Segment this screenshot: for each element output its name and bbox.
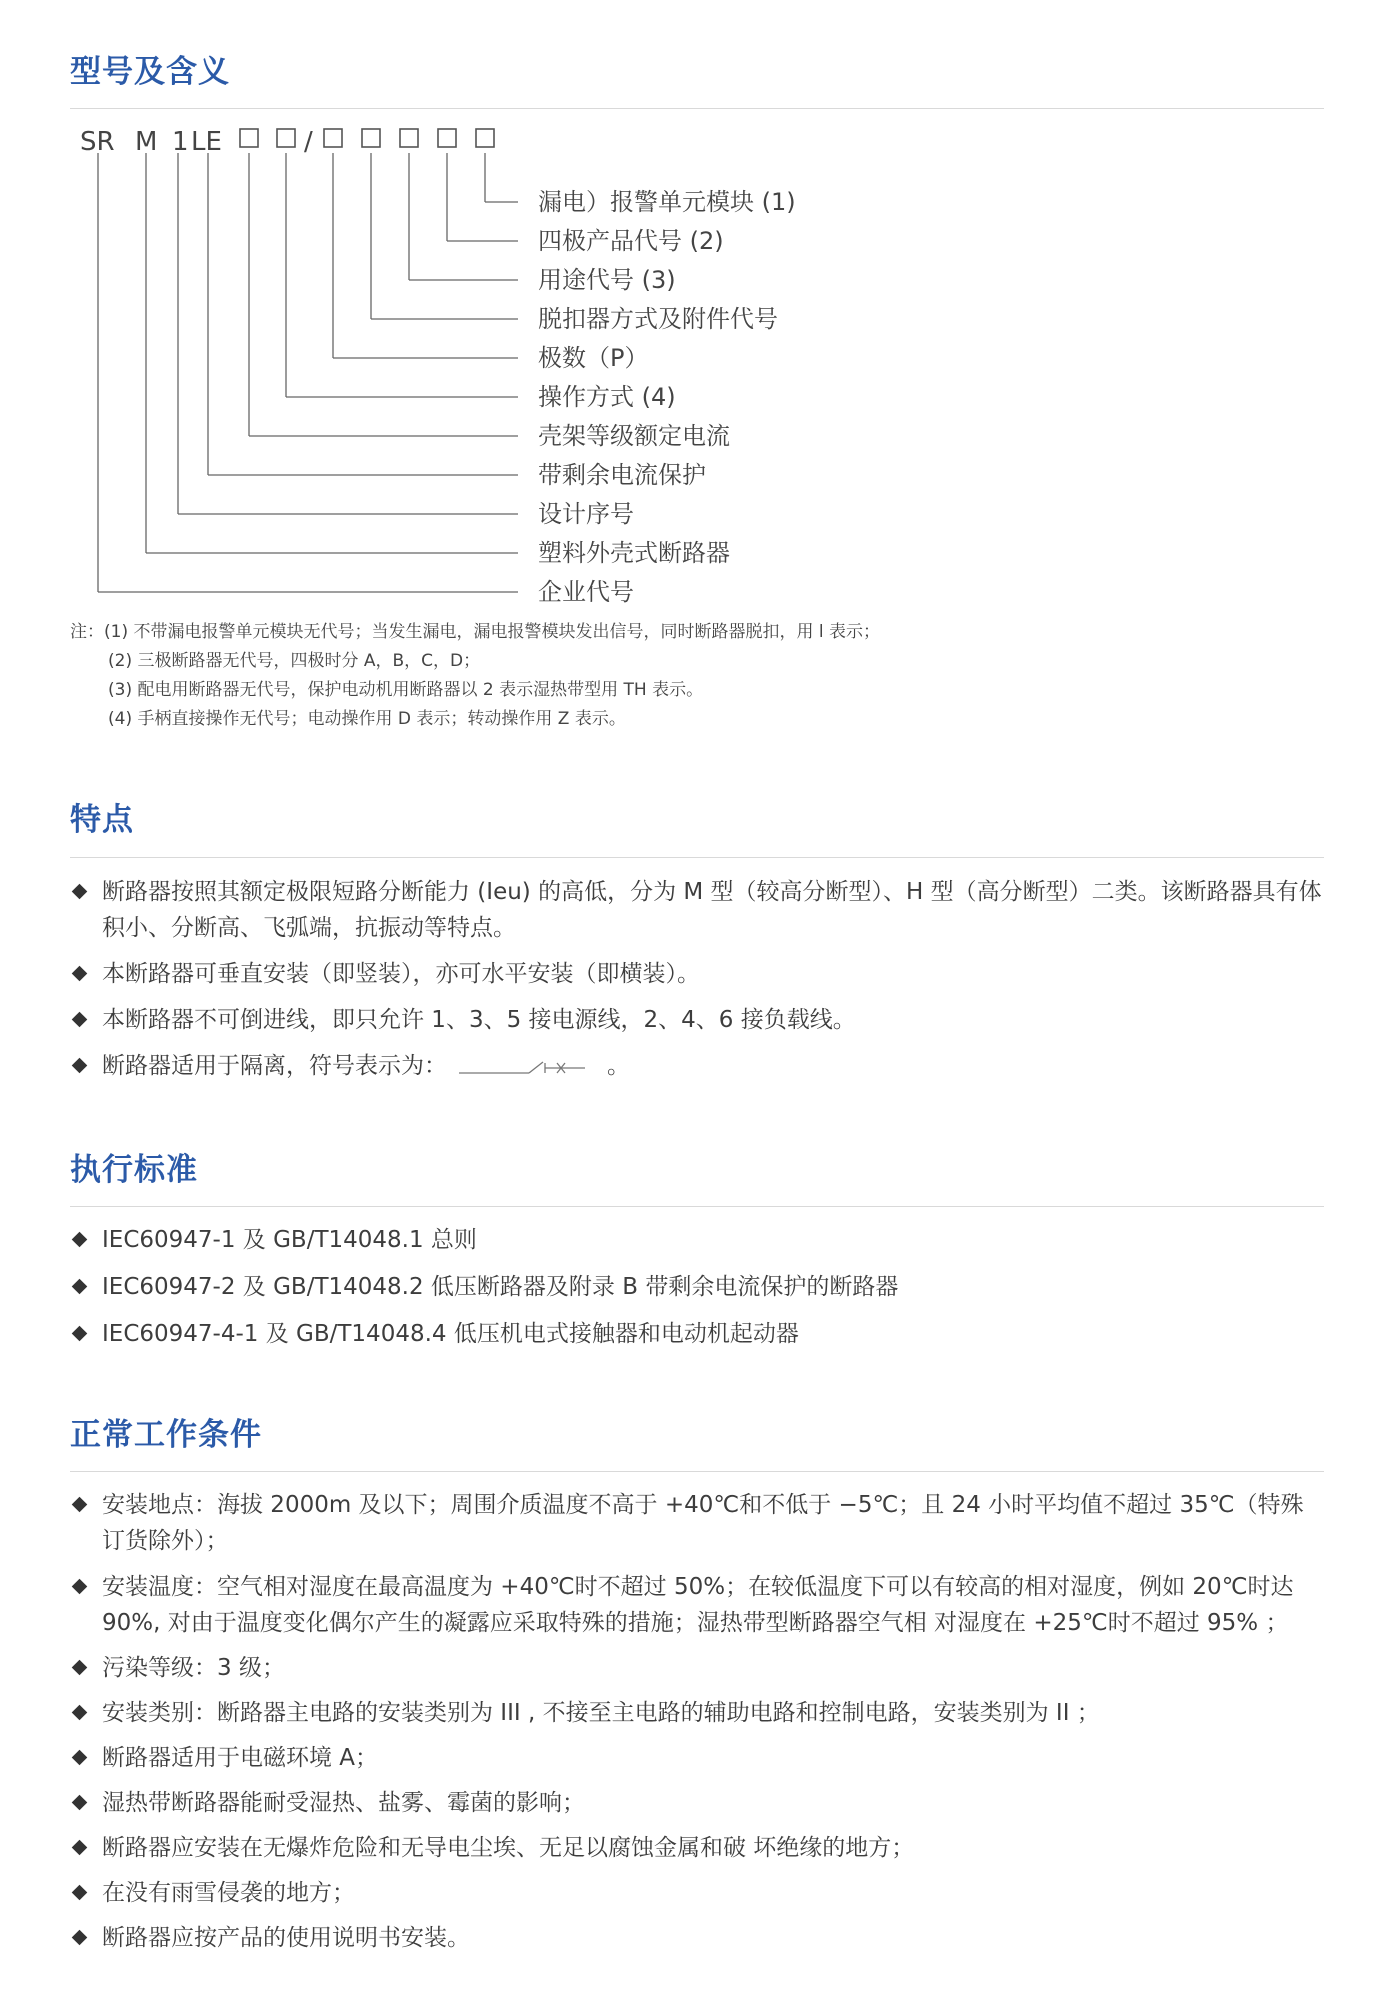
condition-item: 安装类别：断路器主电路的安装类别为 III , 不接至主电路的辅助电路和控制电路，安装类别为 II ； — [70, 1695, 1326, 1731]
standard-item: IEC60947-4-1 及 GB/T14048.4 低压机电式接触器和电动机起动器 — [70, 1316, 1326, 1352]
section-title-features: 特点 — [70, 802, 134, 838]
model-code-diagram — [0, 0, 1386, 615]
model-code-label: 脱扣器方式及附件代号 — [538, 305, 778, 333]
code-box-4 — [362, 129, 380, 147]
condition-item: 断路器适用于电磁环境 A； — [70, 1740, 1326, 1776]
feature-item: 本断路器可垂直安装（即竖装），亦可水平安装（即横装）。 — [70, 956, 1326, 992]
condition-item: 在没有雨雪侵袭的地方； — [70, 1875, 1326, 1911]
code-box-3 — [324, 129, 342, 147]
section-title-standards: 执行标准 — [70, 1152, 198, 1188]
code-series: M — [135, 127, 158, 157]
condition-item: 断路器应按产品的使用说明书安装。 — [70, 1920, 1326, 1956]
section-rule-conditions — [70, 1471, 1324, 1472]
leader-lines — [98, 153, 796, 606]
features-list — [70, 874, 1326, 1084]
feature-symbol-end: 。 — [607, 1053, 630, 1079]
model-code-label: 极数（P） — [538, 344, 649, 372]
code-box-5 — [400, 129, 418, 147]
feature-item: 本断路器不可倒进线，即只允许 1、3、5 接电源线，2、4、6 接负载线。 — [70, 1002, 1326, 1038]
model-code-label: 操作方式 (4) — [538, 383, 676, 411]
isolation-symbol-icon — [457, 1057, 597, 1077]
code-prefix: SR — [80, 127, 115, 157]
condition-item: 断路器应安装在无爆炸危险和无导电尘埃、无足以腐蚀金属和破 坏绝缘的地方； — [70, 1830, 1326, 1866]
note-3: (3) 配电用断路器无代号，保护电动机用断路器以 2 表示湿热带型用 TH 表示。 — [108, 680, 704, 700]
note-1: 注：(1) 不带漏电报警单元模块无代号；当发生漏电，漏电报警模块发出信号，同时断路器脱扣，用 l 表示； — [70, 622, 881, 642]
code-box-7 — [476, 129, 494, 147]
model-code-label: 漏电）报警单元模块 (1) — [538, 188, 796, 216]
model-code-label: 塑料外壳式断路器 — [538, 539, 730, 567]
code-slash: / — [304, 127, 313, 157]
section-rule-features — [70, 857, 1324, 858]
code-type: LE — [191, 127, 222, 157]
code-design: 1 — [172, 127, 189, 157]
note-2: (2) 三极断路器无代号，四极时分 A，B，C，D； — [108, 651, 481, 671]
condition-item: 湿热带断路器能耐受湿热、盐雾、霉菌的影响； — [70, 1785, 1326, 1821]
condition-item: 污染等级：3 级； — [70, 1650, 1326, 1686]
section-rule-standards — [70, 1206, 1324, 1207]
model-code-label: 带剩余电流保护 — [538, 461, 706, 489]
conditions-list — [70, 1487, 1326, 1956]
note-4: (4) 手柄直接操作无代号；电动操作用 D 表示；转动操作用 Z 表示。 — [108, 709, 626, 729]
section-title-model: 型号及含义 — [70, 54, 230, 90]
model-code-label: 企业代号 — [538, 578, 634, 606]
code-box-6 — [438, 129, 456, 147]
model-code-label: 壳架等级额定电流 — [538, 422, 730, 450]
model-code-label: 四极产品代号 (2) — [538, 227, 724, 255]
section-title-conditions: 正常工作条件 — [70, 1417, 262, 1453]
standard-item: IEC60947-2 及 GB/T14048.2 低压断路器及附录 B 带剩余电流保护的断路器 — [70, 1269, 1326, 1305]
code-box-2 — [277, 129, 295, 147]
feature-symbol-text: 断路器适用于隔离，符号表示为： — [102, 1053, 447, 1079]
model-notes — [70, 618, 880, 734]
model-code-label: 用途代号 (3) — [538, 266, 676, 294]
feature-item: 断路器按照其额定极限短路分断能力 (Ieu) 的高低，分为 M 型（较高分断型）、H 型（高分断型）二类。该断路器具有体积小、分断高、飞弧端，抗振动等特点。 — [70, 874, 1326, 946]
condition-item: 安装地点：海拔 2000m 及以下；周围介质温度不高于 +40℃和不低于 −5℃；且 24 小时平均值不超过 35℃（特殊订货除外）； — [70, 1487, 1326, 1559]
code-box-1 — [240, 129, 258, 147]
standard-item: IEC60947-1 及 GB/T14048.1 总则 — [70, 1222, 1326, 1258]
feature-item-symbol — [70, 1048, 1326, 1084]
condition-item: 安装温度：空气相对湿度在最高温度为 +40℃时不超过 50%；在较低温度下可以有较高的相对湿度，例如 20℃时达 90%, 对由于温度变化偶尔产生的凝露应采取特殊的措施；湿热带型断路器空气相 对湿度在 +25℃时不超过 95% ； — [70, 1569, 1326, 1641]
standards-list — [70, 1222, 1326, 1352]
model-code-label: 设计序号 — [538, 500, 634, 528]
